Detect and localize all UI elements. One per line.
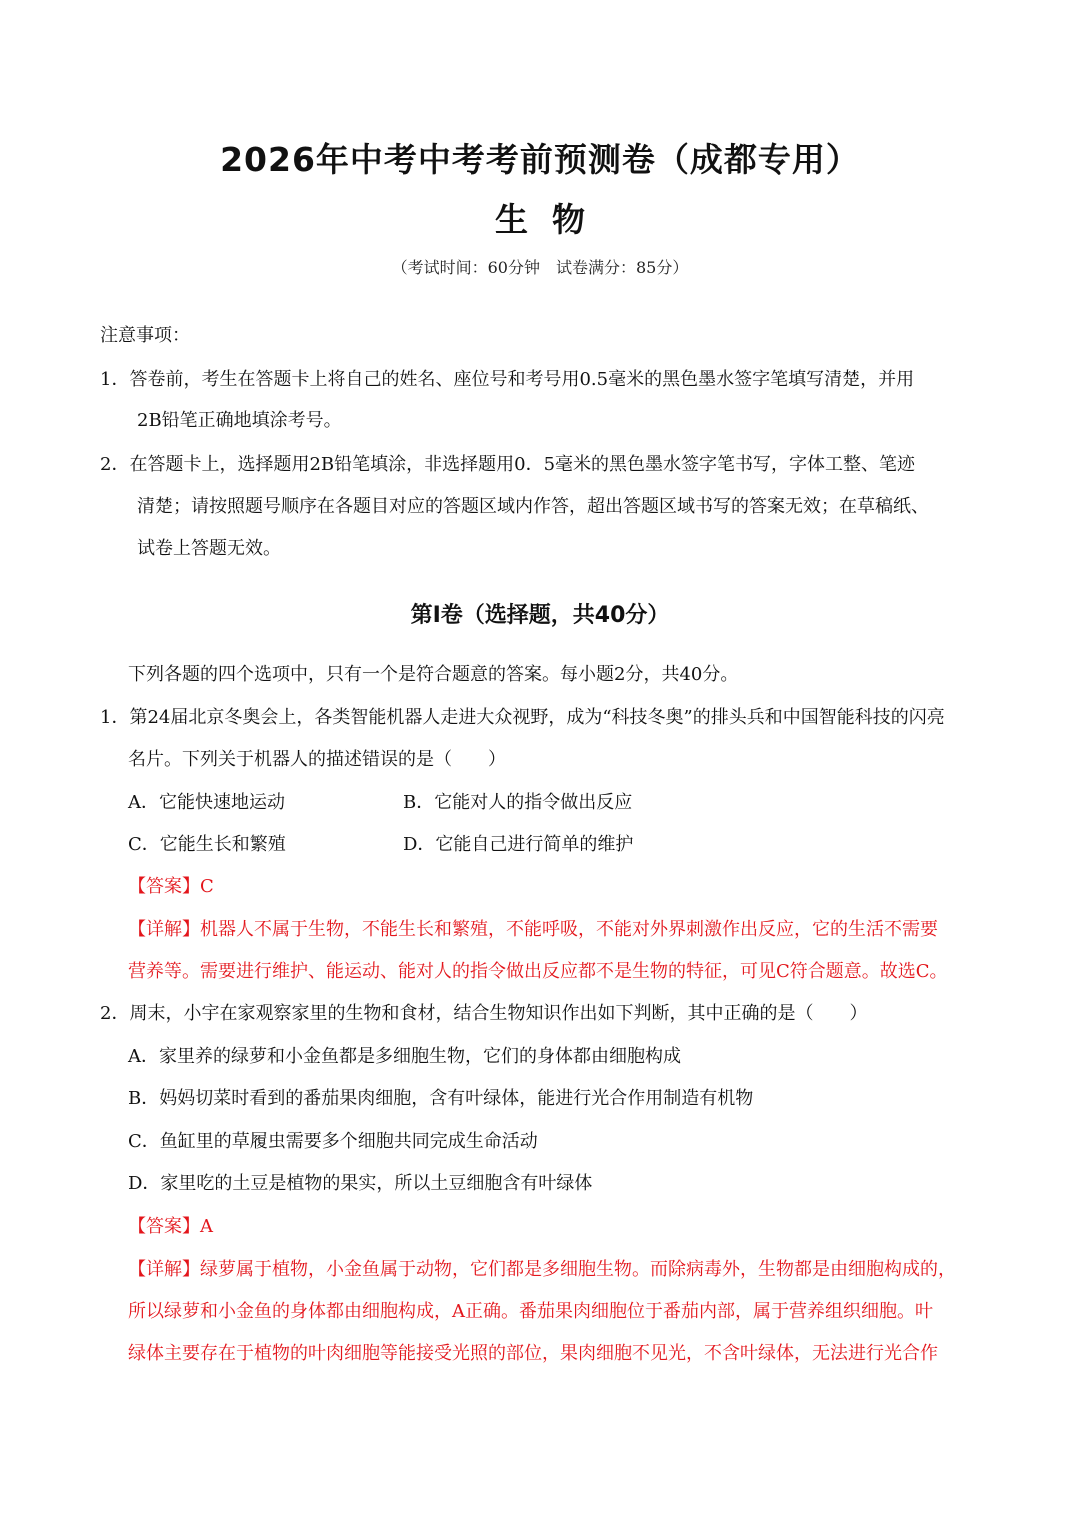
notice-item-2-line-3: 试卷上答题无效。	[137, 538, 281, 559]
section-intro: 下列各题的四个选项中，只有一个是符合题意的答案。每小题2分，共40分。	[128, 664, 739, 685]
question-1-explanation-line-2: 营养等。需要进行维护、能运动、能对人的指令做出反应都不是生物的特征，可见C符合题意。故选C。	[128, 961, 948, 982]
section-title: 第Ⅰ卷（选择题，共40分）	[410, 603, 670, 628]
exam-info: （考试时间：60分钟 试卷满分：85分）	[391, 258, 689, 277]
question-2-explanation-line-1: 【详解】绿萝属于植物，小金鱼属于动物，它们都是多细胞生物。而除病毒外，生物都是由细胞构成的，	[128, 1259, 956, 1280]
question-1-option-a: A．它能快速地运动	[128, 792, 285, 813]
question-2-stem: 2．周末，小宇在家观察家里的生物和食材，结合生物知识作出如下判断，其中正确的是（ ）	[100, 1003, 868, 1024]
notice-item-1-line-2: 2B铅笔正确地填涂考号。	[137, 410, 342, 431]
exam-title: 2026年中考中考考前预测卷（成都专用）	[220, 140, 860, 179]
subject-title: 生物	[495, 200, 609, 239]
question-2-explanation-line-2: 所以绿萝和小金鱼的身体都由细胞构成，A正确。番茄果肉细胞位于番茄内部，属于营养组织细胞。叶	[128, 1301, 933, 1322]
question-1-answer: 【答案】C	[128, 876, 214, 897]
question-2-option-d: D．家里吃的土豆是植物的果实，所以土豆细胞含有叶绿体	[128, 1173, 593, 1194]
question-1-option-d: D．它能自己进行简单的维护	[403, 834, 634, 855]
question-2-answer: 【答案】A	[128, 1216, 213, 1237]
question-1-stem-line-1: 1．第24届北京冬奥会上，各类智能机器人走进大众视野，成为“科技冬奥”的排头兵和中国智能科技的闪亮	[100, 707, 945, 728]
notice-item-2-line-1: 2．在答题卡上，选择题用2B铅笔填涂，非选择题用0．5毫米的黑色墨水签字笔书写，字体工整、笔迹	[100, 454, 916, 475]
question-1-explanation-line-1: 【详解】机器人不属于生物，不能生长和繁殖，不能呼吸，不能对外界刺激作出反应，它的生活不需要	[128, 919, 938, 940]
question-1-option-c: C．它能生长和繁殖	[128, 834, 286, 855]
notice-item-1-line-1: 1．答卷前，考生在答题卡上将自己的姓名、座位号和考号用0.5毫米的黑色墨水签字笔填写清楚，并用	[100, 369, 915, 390]
question-2-option-a: A．家里养的绿萝和小金鱼都是多细胞生物，它们的身体都由细胞构成	[128, 1046, 681, 1067]
question-2-explanation-line-3: 绿体主要存在于植物的叶肉细胞等能接受光照的部位，果肉细胞不见光，不含叶绿体，无法进行光合作	[128, 1343, 938, 1364]
question-1-option-b: B．它能对人的指令做出反应	[403, 792, 633, 813]
question-1-stem-line-2: 名片。下列关于机器人的描述错误的是（ ）	[128, 749, 506, 770]
notice-item-2-line-2: 清楚；请按照题号顺序在各题目对应的答题区域内作答，超出答题区域书写的答案无效；在草稿纸、	[137, 496, 929, 517]
notice-heading: 注意事项：	[100, 325, 190, 346]
question-2-option-c: C．鱼缸里的草履虫需要多个细胞共同完成生命活动	[128, 1131, 538, 1152]
question-2-option-b: B．妈妈切菜时看到的番茄果肉细胞，含有叶绿体，能进行光合作用制造有机物	[128, 1088, 754, 1109]
